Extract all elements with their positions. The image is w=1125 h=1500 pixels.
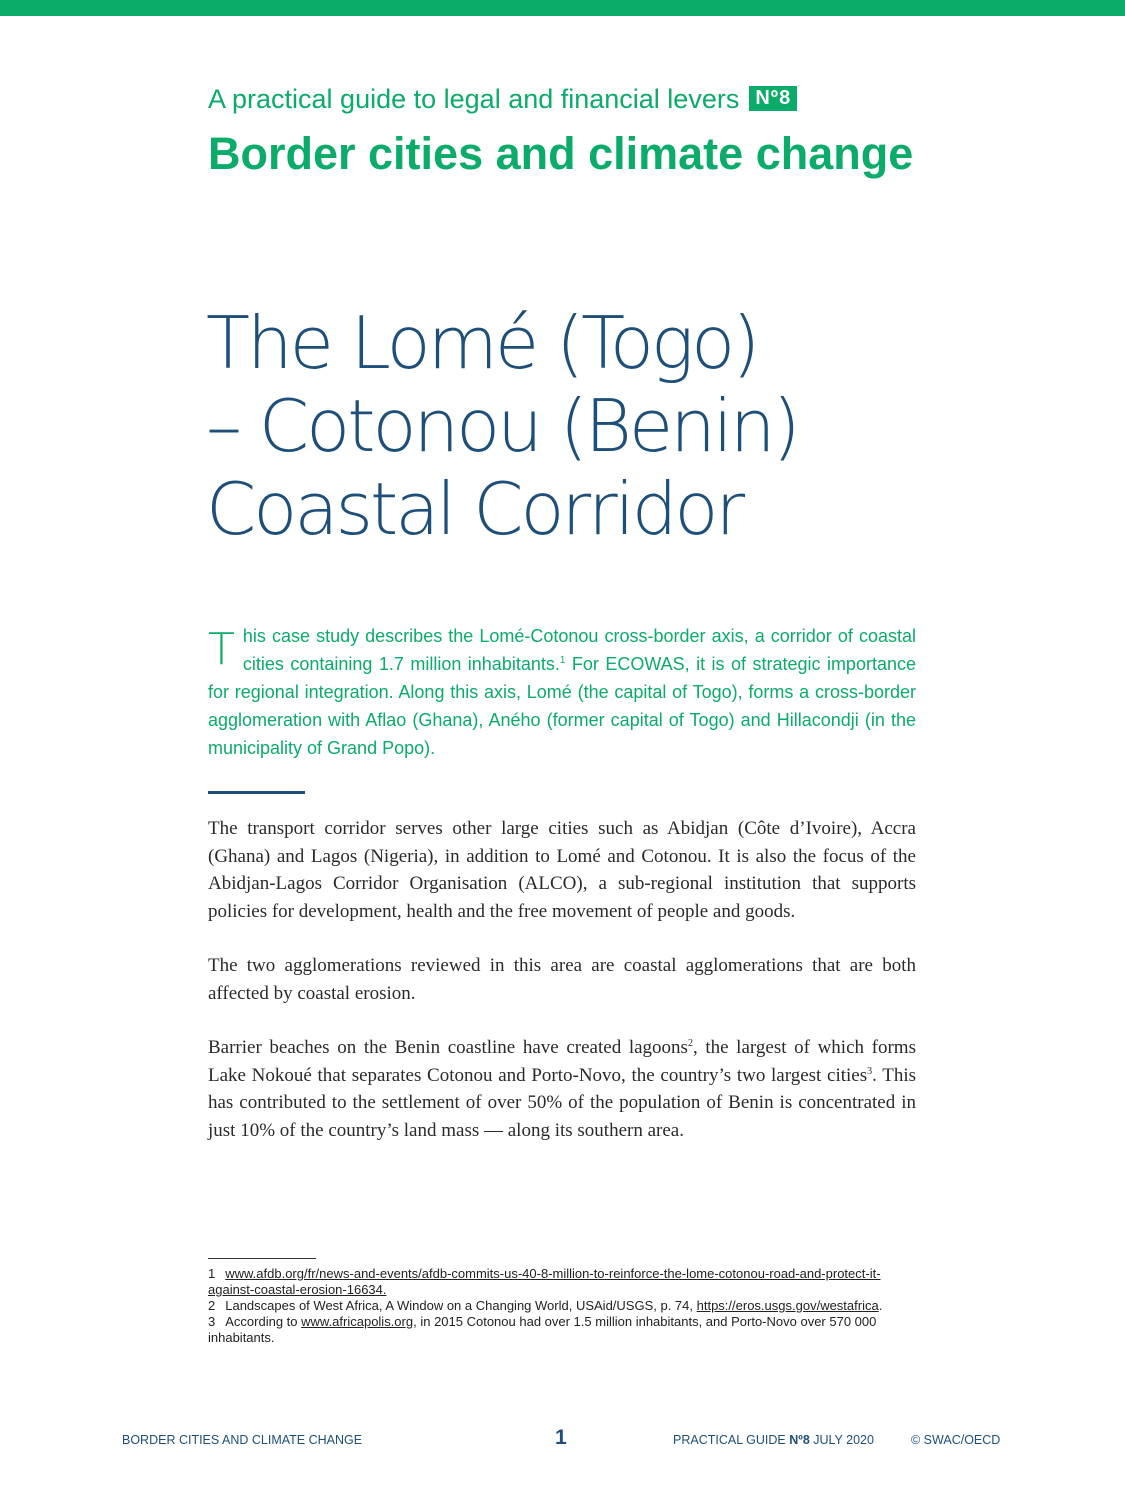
page-number: 1: [555, 1426, 567, 1449]
body-text: [208, 815, 916, 1171]
case-title-line-2: – Cotonou (Benin): [206, 384, 798, 468]
footnote-2: [208, 1298, 918, 1314]
page-title: Border cities and climate change: [208, 128, 914, 179]
footer-copyright: © SWAC/OECD: [911, 1433, 1001, 1447]
footnotes: [208, 1266, 918, 1346]
section-divider: [208, 791, 305, 794]
series-title-text: A practical guide to legal and financial levers: [208, 84, 740, 114]
case-study-title: [206, 302, 1006, 551]
body-p3-text-a: Barrier beaches on the Benin coastline have created lagoons: [208, 1037, 688, 1058]
series-title: [208, 84, 797, 115]
footnote-2-link[interactable]: https://eros.usgs.gov/westafrica: [696, 1298, 879, 1313]
intro-paragraph: [208, 622, 916, 762]
footer-guide-info: [673, 1433, 874, 1447]
footnote-3-text-a: According to: [225, 1314, 302, 1329]
footnote-3-link[interactable]: www.africapolis.org: [301, 1314, 414, 1329]
body-paragraph-3: [208, 1034, 916, 1144]
footnote-1: [208, 1266, 918, 1298]
case-title-line-1: The Lomé (Togo): [206, 301, 758, 385]
body-paragraph-1: The transport corridor serves other large cities such as Abidjan (Côte d’Ivoire), Accra (Ghana) and Lagos (Nigeria), in addition to Lomé and Cotonou. It is also the focus of the Abidjan-Lagos Corridor Organisation (ALCO), a sub-regional institution that supports policies for development, health and the free movement of people and goods.: [208, 818, 916, 922]
footnote-1-link[interactable]: www.afdb.org/fr/news-and-events/afdb-commits-us-40-8-million-to-reinforce-the-lome-cotonou-road-and-protect-it-against-coastal-erosion-16634.: [208, 1266, 881, 1297]
body-paragraph-2: The two agglomerations reviewed in this area are coastal agglomerations that are both affected by coastal erosion.: [208, 955, 916, 1004]
footnote-divider: [208, 1258, 316, 1259]
body-p3-text-c: . This has contributed to the settlement of over 50% of the population of Benin is concentrated in just 10% of the country’s land mass — along its southern area.: [208, 1064, 917, 1141]
case-title-line-3: Coastal Corridor: [206, 467, 743, 551]
top-accent-bar: [0, 0, 1125, 16]
footnote-number: 3: [208, 1314, 216, 1329]
footnote-ref-3[interactable]: 3: [867, 1065, 873, 1077]
footer-publication-title: BORDER CITIES AND CLIMATE CHANGE: [122, 1433, 363, 1447]
footnote-ref-2[interactable]: 2: [687, 1038, 693, 1049]
guide-number-badge: Nº8: [749, 86, 797, 111]
body-p3-text-b: , the largest of which forms Lake Nokoué that separates Cotonou and Porto-Novo, the country’s two largest cities: [208, 1037, 916, 1086]
footnote-3-text-b: , in 2015 Cotonou had over 1.5 million inhabitants, and Porto-Novo over 570 000 inhabitants.: [208, 1314, 877, 1345]
footer-guide-date: JULY 2020: [809, 1433, 874, 1447]
footer-guide-number: Nº8: [789, 1433, 810, 1447]
footnote-3: [208, 1314, 918, 1346]
footnote-number: 1: [208, 1266, 216, 1281]
footnote-2-text: Landscapes of West Africa, A Window on a Changing World, USAid/USGS, p. 74,: [225, 1298, 697, 1313]
footnote-ref-1[interactable]: 1: [559, 655, 566, 666]
drop-cap: T: [208, 624, 235, 675]
footer-guide-label: PRACTICAL GUIDE: [673, 1433, 790, 1447]
intro-text-b: For ECOWAS, it is of strategic importance for regional integration. Along this axis, Lomé (the capital of Togo), forms a cross-border agglomeration with Aflao (Ghana), Aného (former capital of Togo) and Hillacondji (in the municipality of Grand Popo).: [208, 654, 916, 758]
footnote-2-end: .: [878, 1298, 883, 1313]
footnote-number: 2: [208, 1298, 216, 1313]
intro-text-a: his case study describes the Lomé-Cotonou cross-border axis, a corridor of coastal cities containing 1.7 million inhabitants.: [242, 626, 916, 674]
